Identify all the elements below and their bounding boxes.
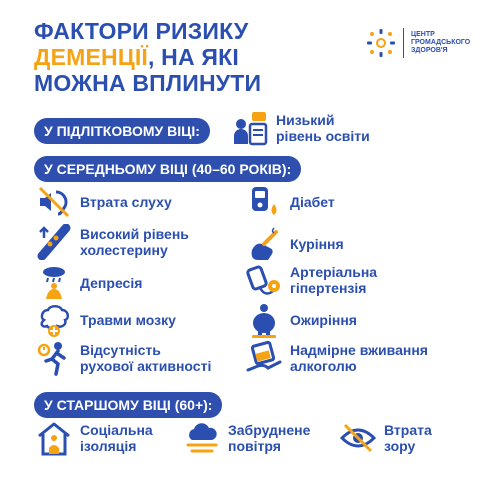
- smoking-icon: [246, 226, 282, 262]
- item-label: Відсутність рухової активності: [80, 342, 212, 374]
- section-label-teen: У ПІДЛІТКОВОМУ ВІЦІ:: [34, 118, 210, 144]
- item-label: Куріння: [290, 236, 344, 252]
- item-label: Втрата слуху: [80, 194, 172, 210]
- hypertension-icon: [246, 262, 282, 298]
- title-line-1: ФАКТОРИ РИЗИКУ: [34, 18, 249, 44]
- item-label: Соціальна ізоляція: [80, 422, 153, 454]
- item-label: Забруднене повітря: [228, 422, 311, 454]
- phc-star-icon: [366, 28, 396, 58]
- title-line-2-rest: , НА ЯКІ: [147, 44, 239, 70]
- list-item: [340, 420, 432, 456]
- item-label: Депресія: [80, 275, 143, 291]
- list-item: [36, 224, 189, 260]
- logo: [366, 28, 471, 58]
- item-label: Низький рівень освіти: [276, 112, 370, 144]
- alcohol-icon: [246, 340, 282, 376]
- list-item: [246, 340, 428, 376]
- title-accent: ДЕМЕНЦІЇ: [34, 44, 148, 70]
- cholesterol-icon: [36, 224, 72, 260]
- list-item: [246, 184, 335, 220]
- list-item: [232, 110, 370, 146]
- list-item: [36, 302, 176, 338]
- diabetes-icon: [246, 184, 282, 220]
- section-label-middle: У СЕРЕДНЬОМУ ВІЦІ (40–60 РОКІВ):: [34, 156, 301, 182]
- list-item: [36, 184, 172, 220]
- logo-divider: [403, 28, 404, 58]
- brain-injury-icon: [36, 302, 72, 338]
- page-title: [34, 18, 261, 96]
- inactivity-icon: [36, 340, 72, 376]
- depression-icon: [36, 265, 72, 301]
- item-label: Високий рівень холестерину: [80, 226, 189, 258]
- logo-text: ЦЕНТР ГРОМАДСЬКОГО ЗДОРОВ'Я: [411, 31, 471, 54]
- title-line-2: [34, 44, 261, 70]
- social-isolation-icon: [36, 420, 72, 456]
- air-pollution-icon: [184, 420, 220, 456]
- item-label: Травми мозку: [80, 312, 176, 328]
- list-item: [36, 265, 142, 301]
- item-label: Артеріальна гіпертензія: [290, 264, 378, 296]
- hearing-loss-icon: [36, 184, 72, 220]
- list-item: [246, 226, 344, 262]
- section-label-senior: У СТАРШОМУ ВІЦІ (60+):: [34, 392, 222, 418]
- title-line-3: МОЖНА ВПЛИНУТИ: [34, 70, 262, 96]
- list-item: [36, 420, 153, 456]
- item-label: Надмірне вживання алкоголю: [290, 342, 428, 374]
- item-label: Втрата зору: [384, 422, 432, 454]
- item-label: Діабет: [290, 194, 335, 210]
- obesity-icon: [246, 302, 282, 338]
- list-item: [246, 302, 357, 338]
- vision-loss-icon: [340, 420, 376, 456]
- list-item: [184, 420, 310, 456]
- list-item: [246, 262, 377, 298]
- item-label: Ожиріння: [290, 312, 357, 328]
- list-item: [36, 340, 211, 376]
- education-icon: [232, 110, 268, 146]
